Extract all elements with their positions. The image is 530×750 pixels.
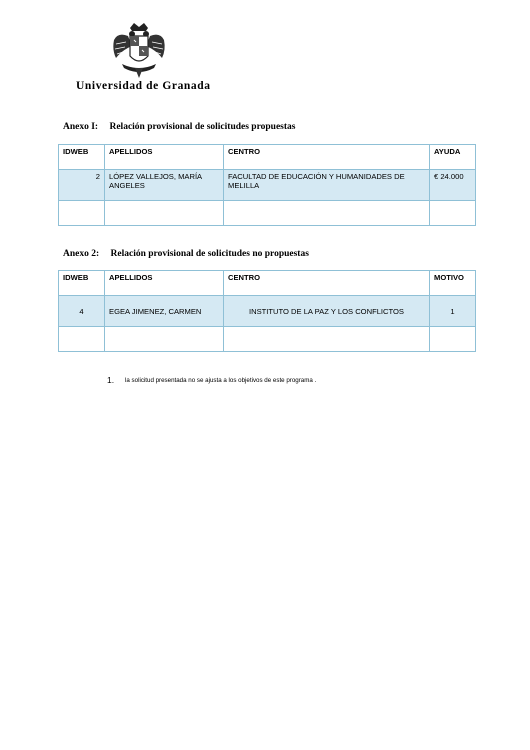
annex1-label: Anexo I: — [63, 122, 99, 132]
column-header-centro: CENTRO — [224, 145, 430, 170]
empty-cell — [59, 201, 105, 226]
cell-motivo: 1 — [430, 296, 476, 327]
annex2-heading: Relación provisional de solicitudes no propuestas — [110, 249, 309, 259]
cell-apellidos: EGEA JIMENEZ, CARMEN — [105, 296, 224, 327]
annex2-label: Anexo 2: — [63, 249, 100, 259]
column-header-idweb: IDWEB — [59, 271, 105, 296]
empty-cell — [105, 201, 224, 226]
empty-cell — [105, 327, 224, 352]
empty-cell — [59, 327, 105, 352]
column-header-ayuda: AYUDA — [430, 145, 476, 170]
table-row-empty — [59, 201, 476, 226]
empty-cell — [430, 327, 476, 352]
footnote-index: 1. — [107, 375, 115, 385]
annex2-title — [63, 249, 309, 259]
empty-cell — [430, 201, 476, 226]
footnote-text: la solicitud presentada no se ajusta a los objetivos de este programa . — [125, 377, 317, 384]
table-header-row — [59, 145, 476, 170]
annex1-title — [63, 122, 295, 132]
empty-cell — [224, 327, 430, 352]
annex1-table — [58, 144, 476, 226]
cell-idweb: 2 — [59, 170, 105, 201]
column-header-centro: CENTRO — [224, 271, 430, 296]
annex2-table — [58, 270, 476, 352]
table-row — [59, 170, 476, 201]
annex1-heading: Relación provisional de solicitudes propuestas — [109, 122, 296, 132]
university-name: Universidad de Granada — [76, 80, 211, 92]
table-row-empty — [59, 327, 476, 352]
empty-cell — [224, 201, 430, 226]
cell-ayuda: € 24.000 — [430, 170, 476, 201]
cell-centro: FACULTAD DE EDUCACIÓN Y HUMANIDADES DE MELILLA — [224, 170, 430, 201]
column-header-apellidos: APELLIDOS — [105, 145, 224, 170]
cell-apellidos: LÓPEZ VALLEJOS, MARÍA ANGELES — [105, 170, 224, 201]
column-header-motivo: MOTIVO — [430, 271, 476, 296]
column-header-idweb: IDWEB — [59, 145, 105, 170]
table-row — [59, 296, 476, 327]
university-crest-logo — [108, 22, 170, 80]
cell-idweb: 4 — [59, 296, 105, 327]
column-header-apellidos: APELLIDOS — [105, 271, 224, 296]
table-header-row — [59, 271, 476, 296]
cell-centro: INSTITUTO DE LA PAZ Y LOS CONFLICTOS — [224, 296, 430, 327]
